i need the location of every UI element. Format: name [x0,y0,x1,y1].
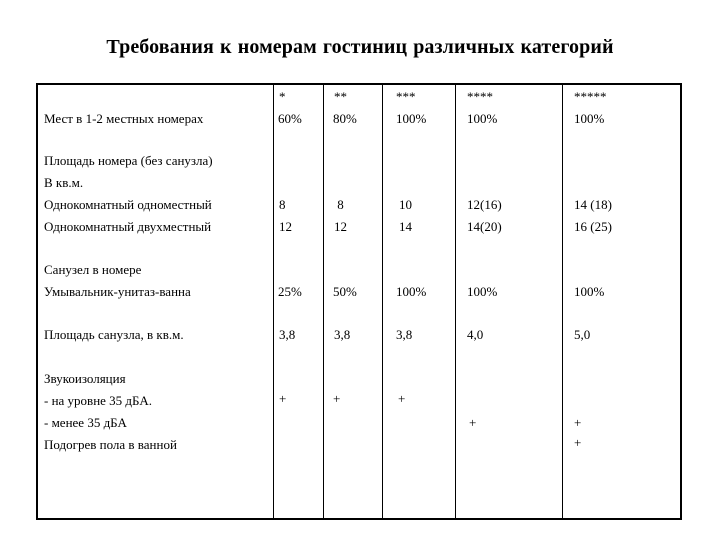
area-label-line-1: Площадь номера (без санузла) [44,153,213,168]
area-label-line-4: Однокомнатный двухместный [44,219,212,234]
area-double-5: 16 (25) [574,219,612,234]
column-divider-2 [323,83,324,520]
sound-below35-value-5: + [574,415,582,430]
bath-area-value-2: 3,8 [334,327,351,342]
row-label-bathroom [44,259,191,303]
sound-35-value-3: + [398,391,406,406]
sound-label-line-3: - менее 35 дБА [44,415,127,430]
area-label-line-2: В кв.м. [44,175,84,190]
bathroom-value-2: 50% [333,284,357,299]
sound-35-value-1: + [279,391,287,406]
column-divider-4 [455,83,456,520]
column-divider-1 [273,83,274,520]
sound-label-line-1: Звукоизоляция [44,371,126,386]
places-value-1: 60% [278,111,302,126]
page-title: Требования к номерам гостиниц различных категорий [106,36,614,58]
column-divider-5 [562,83,563,520]
bathroom-label-line-2: Умывальник-унитаз-ванна [44,284,191,299]
row-label-places: Мест в 1-2 местных номерах [44,111,204,126]
row-label-area [44,150,213,238]
header-4-star: **** [467,89,493,104]
bathroom-value-3: 100% [396,284,427,299]
bath-area-value-4: 4,0 [467,327,484,342]
bathroom-value-5: 100% [574,284,605,299]
area-single-4: 12(16) [467,197,502,212]
area-single-2: 8 [334,197,344,212]
header-1-star: * [279,89,286,104]
column-divider-3 [382,83,383,520]
area-single-3: 10 [399,197,412,212]
area-double-3: 14 [399,219,412,234]
places-value-2: 80% [333,111,357,126]
sound-label-line-2: - на уровне 35 дБА. [44,393,152,408]
bath-area-value-5: 5,0 [574,327,591,342]
bath-area-value-3: 3,8 [396,327,413,342]
floor-heating-value-5: + [574,435,582,450]
area-double-4: 14(20) [467,219,502,234]
area-double-1: 12 [279,219,292,234]
area-single-5: 14 (18) [574,197,612,212]
area-single-1: 8 [279,197,286,212]
area-label-line-3: Однокомнатный одноместный [44,197,212,212]
sound-35-value-2: + [333,391,341,406]
places-value-4: 100% [467,111,498,126]
header-3-star: *** [396,89,416,104]
bathroom-value-4: 100% [467,284,498,299]
row-label-bath-area: Площадь санузла, в кв.м. [44,327,184,342]
bathroom-value-1: 25% [278,284,302,299]
bath-area-value-1: 3,8 [279,327,296,342]
sound-below35-value-4: + [469,415,477,430]
area-double-2: 12 [334,219,347,234]
bathroom-label-line-1: Санузел в номере [44,262,142,277]
sound-label-line-4: Подогрев пола в ванной [44,437,177,452]
places-value-5: 100% [574,111,605,126]
header-2-star: ** [334,89,347,104]
header-5-star: ***** [574,89,607,104]
places-value-3: 100% [396,111,427,126]
row-label-sound [44,368,177,456]
